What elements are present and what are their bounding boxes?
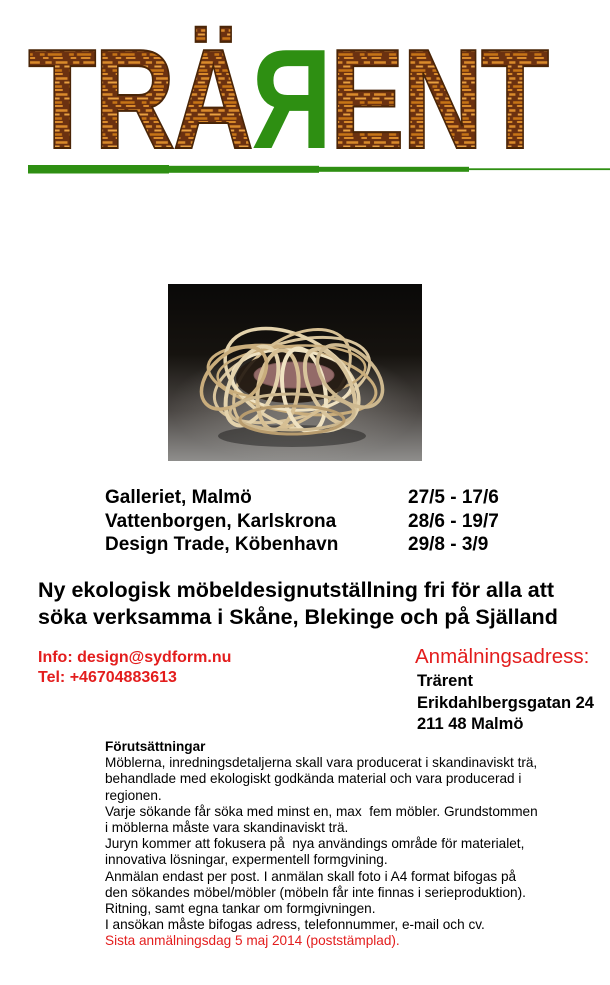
conditions-line: innovativa lösningar, expermentell formgvining. [105, 852, 388, 868]
exhibition-venue: Galleriet, Malmö [105, 487, 252, 508]
address-line: Trärent [417, 672, 473, 690]
logo-text-right: ENT [329, 20, 547, 154]
exhibition-venue: Vattenborgen, Karlskrona [105, 510, 337, 532]
exhibition-dates: 29/8 - 3/9 [408, 534, 489, 555]
conditions-line: behandlade med ekologiskt godkända material och vara producerad i [105, 771, 522, 787]
logo-text-left: TRÄ [28, 20, 252, 154]
conditions-section [105, 739, 538, 950]
green-rule [0, 164, 610, 176]
contact-info [38, 648, 231, 688]
conditions-title: Förutsättningar [105, 739, 206, 754]
exhibition-row [105, 486, 499, 510]
conditions-line: Ritning, samt egna tankar om formgivningen. [105, 901, 376, 917]
conditions-line: i möblerna måste vara skandinaviskt trä. [105, 820, 349, 836]
trarent-logo [28, 12, 573, 154]
nest-chair-photo [168, 284, 422, 461]
exhibition-dates: 28/6 - 19/7 [408, 510, 499, 532]
address-line: Erikdahlbergsgatan 24 [417, 693, 594, 712]
conditions-line: Varje sökande får söka med minst en, max fem möbler. Grundstommen [105, 803, 538, 819]
exhibition-row [105, 533, 499, 557]
logo-text [28, 20, 548, 154]
headline: Ny ekologisk möbeldesignutställning fri för alla att söka verksamma i Skåne, Blekinge och på Själland [38, 578, 558, 629]
conditions-line: Anmälan endast per post. I anmälan skall foto i A4 format bifogas på [105, 868, 517, 884]
conditions-deadline: Sista anmälningsdag 5 maj 2014 (poststämplad). [105, 933, 400, 949]
contact-email: Info: design@sydform.nu [38, 649, 232, 666]
conditions-line: I ansökan måste bifogas adress, telefonnummer, e-mail och cv. [105, 917, 485, 933]
application-address [417, 671, 594, 736]
exhibition-dates: 27/5 - 17/6 [408, 487, 499, 508]
address-line: 211 48 Malmö [417, 715, 524, 733]
exhibition-row [105, 510, 499, 534]
conditions-line: Möblerna, inredningsdetaljerna skall vara producerat i skandinaviskt trä, [105, 755, 538, 771]
conditions-line: Juryn kommer att fokusera på nya användings område för materialet, [105, 836, 525, 852]
conditions-line: den sökandes möbel/möbler (möbeln får inte finnas i serieproduktion). [105, 884, 526, 900]
exhibition-list [105, 486, 499, 557]
contact-phone: Tel: +46704883613 [38, 669, 177, 686]
logo-reversed-r: Я [251, 20, 330, 154]
conditions-line: regionen. [105, 787, 162, 803]
exhibition-venue: Design Trade, Köbenhavn [105, 534, 339, 555]
application-address-label: Anmälningsadress: [415, 645, 590, 668]
